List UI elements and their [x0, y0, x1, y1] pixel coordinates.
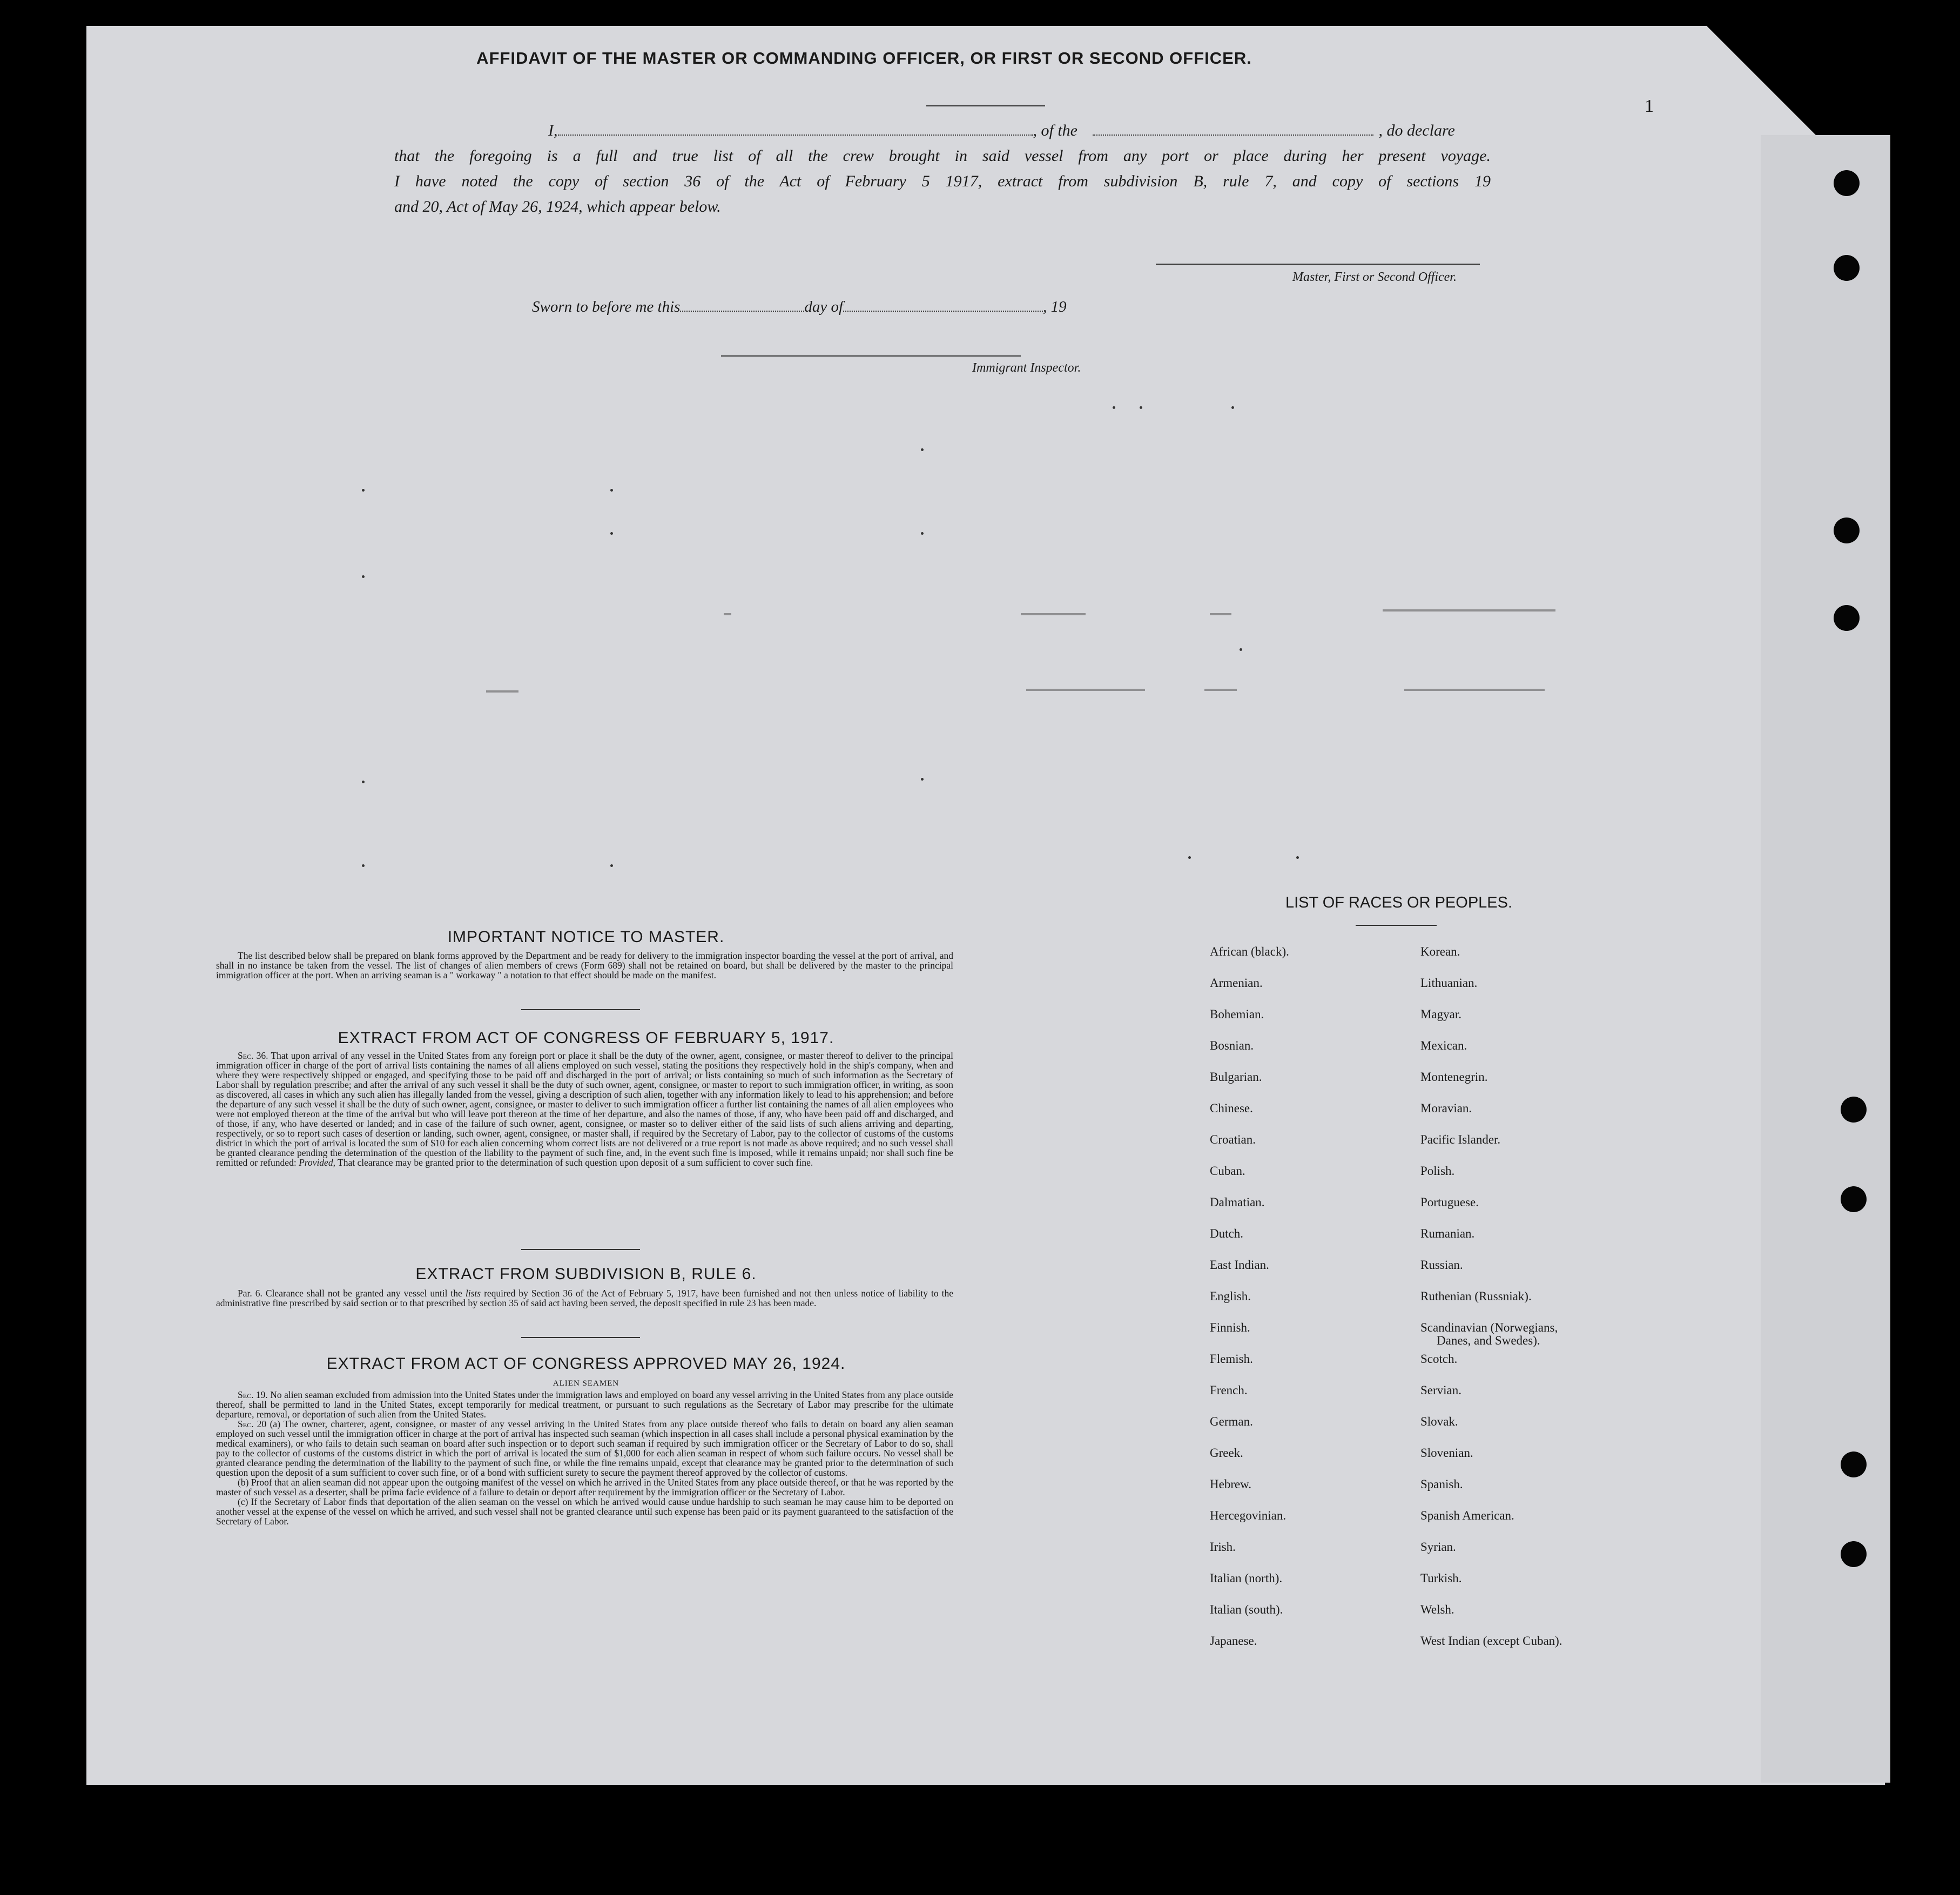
vessel-label: , of the	[1033, 122, 1077, 139]
race-item-continuation: Danes, and Swedes).	[1437, 1334, 1540, 1347]
race-item: Flemish.	[1210, 1352, 1253, 1366]
race-item: Italian (south).	[1210, 1603, 1283, 1616]
notice-title: IMPORTANT NOTICE TO MASTER.	[447, 928, 725, 946]
inspector-signature-line[interactable]	[721, 355, 1021, 357]
race-item: Spanish.	[1420, 1477, 1463, 1491]
section-19-label: Sec. 19.	[238, 1389, 268, 1400]
race-item: Bohemian.	[1210, 1007, 1264, 1021]
race-item: Welsh.	[1420, 1603, 1454, 1616]
binder-hole	[1834, 518, 1860, 543]
section-19-text	[216, 1390, 953, 1419]
binder-hole	[1834, 255, 1860, 281]
declaration-line-3: I have noted the copy of section 36 of the Act of February 5 1917, extract from subdivision B, rule 7, and copy of sections 19	[394, 172, 1491, 190]
paragraph-6-body-b: required by Section 36 of the Act of February 5, 1917, have been furnished and not then unless notice of liability to the administrative fine prescribed by said section or to that prescribed by section 35 of said act having been served, the deposit specified in rule 23 has been made.	[216, 1288, 954, 1308]
binder-hole	[1841, 1186, 1867, 1212]
section-36-body: That upon arrival of any vessel in the United States from any foreign port or place it shall be the duty of the owner, agent, consignee, or master thereof to deliver to the principal immigration officer in charge of the port of arrival lists containing the names of all aliens employed on such vessel, stating the positions they respectively hold in the ship's company, when and where they were respectively shipped or engaged, and specifying those to be paid off and discharged in the port of arrival; or lists containing so much of such information as the Secretary of Labor shall by regulation prescribe; and after the arrival of any such vessel it shall be the duty of such owner, agent, consignee, or master to report to such immigration officer, in writing, as soon as discovered, all cases in which any such alien has illegally landed from the vessel, giving a description of such alien, together with any information likely to lead to his apprehension; and before the departure of any such vessel it shall be the duty of such owner, agent, consignee, or master to deliver to such immigration officer a further list containing the names of all alien employees who were not employed thereon at the time of the arrival but who will leave port thereon at the time of her departure, and also the names of those, if any, who have been paid off and discharged, and of those, if any, who have deserted or landed; and in case of the failure of such owner, agent, consignee, or master so to deliver either of the said lists of such aliens arriving and departing, respectively, or so to report such cases of desertion or landing, such owner, agent, consignee, or master shall, if required by the Secretary of Labor, pay to the collector of customs of the customs district in which the port of arrival is located the sum of $10 for each alien concerning whom correct lists are not delivered or a true report is not made as above required; and no such vessel shall be granted clearance pending the determination of the question of the liability to the payment of such fine, and, in the event such fine is imposed, while it remains unpaid; nor shall such fine be remitted or refunded:	[216, 1050, 953, 1168]
race-item: Mexican.	[1420, 1039, 1467, 1052]
subdivision-b-body	[216, 1288, 953, 1308]
section-divider	[521, 1009, 640, 1010]
race-item: English.	[1210, 1289, 1251, 1303]
inspector-signature-label: Immigrant Inspector.	[972, 361, 1081, 375]
race-item: Russian.	[1420, 1258, 1463, 1272]
declarant-label: I,	[548, 122, 558, 139]
race-item: Servian.	[1420, 1383, 1462, 1397]
vessel-name-blank[interactable]	[1093, 135, 1373, 136]
race-item: Irish.	[1210, 1540, 1236, 1554]
extract-1924-title: EXTRACT FROM ACT OF CONGRESS APPROVED MAY 26, 1924.	[326, 1355, 846, 1373]
title-underline	[926, 105, 1045, 106]
race-item: French.	[1210, 1383, 1248, 1397]
binder-hole	[1841, 1097, 1867, 1123]
lists-word: lists	[465, 1288, 481, 1299]
paragraph-6-label: Par. 6.	[238, 1288, 262, 1299]
section-36-label: Sec. 36.	[238, 1050, 268, 1061]
race-item: Moravian.	[1420, 1101, 1472, 1115]
page-stub-strip	[1761, 135, 1890, 1783]
declaration-line-1	[394, 118, 1491, 143]
section-20b-text: (b) Proof that an alien seaman did not appear upon the outgoing manifest of the vessel on which he arrived in the United States from any place outside thereof, or that he was reported by the master of such vessel as a deserter, shall be prima facie evidence of a failure to detain or deport after requirement by the immigration officer or the Secretary of Labor.	[216, 1477, 953, 1497]
race-item: Finnish.	[1210, 1321, 1250, 1334]
race-item: African (black).	[1210, 945, 1289, 958]
extract-1917-body	[216, 1051, 953, 1167]
extract-1924-body	[216, 1390, 953, 1526]
race-item: Syrian.	[1420, 1540, 1456, 1554]
race-item: Cuban.	[1210, 1164, 1245, 1178]
master-signature-line[interactable]	[1156, 264, 1480, 265]
race-item: Dutch.	[1210, 1227, 1243, 1240]
corner-mark: 1	[1645, 96, 1654, 116]
race-item: Lithuanian.	[1420, 976, 1478, 990]
section-20c-text: (c) If the Secretary of Labor finds that deportation of the alien seaman on the vessel on which he arrived would cause undue hardship to such seaman he may cause him to be deported on another vessel at the expense of the vessel on which he arrived, and such vessel shall not be granted clearance until such expense has been paid or its payment guaranteed to the satisfaction of the Secretary of Labor.	[216, 1496, 953, 1527]
race-item: Pacific Islander.	[1420, 1133, 1501, 1146]
race-item: Scandinavian (Norwegians,	[1420, 1321, 1558, 1334]
subdivision-b-title: EXTRACT FROM SUBDIVISION B, RULE 6.	[415, 1265, 757, 1283]
section-20a-body: (a) The owner, charterer, agent, consignee, or master of any vessel arriving in the United States from any place outside thereof who fails to detain on board any alien seaman employed on such vessel until the immigration officer in charge at the port of arrival has inspected such seaman (which inspection in all cases shall include a personal physical examination by the medical examiners), or who fails to detain such seaman on board after such inspection or to deport such seaman if required by such immigration officer or the Secretary of Labor to do so, shall pay to the collector of customs of the customs district in which the port of arrival is located the sum of $1,000 for each alien seaman in respect of whom such failure occurs. No vessel shall be granted clearance pending the determination of the liability to the payment of such fine, or while the fine remains unpaid, except that clearance may be granted prior to the determination of such question upon the deposit of a sum sufficient to cover such fine, or of a bond with sufficient surety to secure the payment thereof approved by the collector of customs.	[216, 1419, 953, 1478]
races-title: LIST OF RACES OR PEOPLES.	[1285, 894, 1513, 911]
race-item: West Indian (except Cuban).	[1420, 1634, 1562, 1648]
race-item: Polish.	[1420, 1164, 1455, 1178]
section-19-body: No alien seaman excluded from admission into the United States under the immigration laws and employed on board any vessel arriving in the United States from any place outside thereof, shall be permitted to land in the United States, except temporarily for medical treatment, or pursuant to such regulations as the Secretary of Labor may prescribe for the ultimate departure, removal, or deportation of such alien from the United States.	[216, 1389, 953, 1420]
notice-text: The list described below shall be prepared on blank forms approved by the Department and be ready for delivery to the immigration inspector boarding the vessel at the port of arrival, and shall in no instance be taken from the vessel. The list of changes of alien members of crews (Form 689) shall not be retained on board, but shall be delivered by the master to the principal immigration officer at the port. When an arriving seaman is a " workaway " a notation to that effect should be made on the manifest.	[216, 950, 953, 980]
section-divider	[521, 1337, 640, 1338]
affidavit-title: AFFIDAVIT OF THE MASTER OR COMMANDING OFFICER, OR FIRST OR SECOND OFFICER.	[476, 49, 1252, 68]
race-item: Croatian.	[1210, 1133, 1256, 1146]
declarant-name-blank[interactable]	[558, 135, 1033, 136]
race-item: Slovenian.	[1420, 1446, 1473, 1460]
section-20-label: Sec. 20	[238, 1419, 267, 1429]
binder-hole	[1841, 1541, 1867, 1567]
affidavit-declaration	[394, 118, 1491, 219]
race-item: Hercegovinian.	[1210, 1509, 1287, 1522]
race-item: Montenegrin.	[1420, 1070, 1488, 1084]
binder-hole	[1834, 605, 1860, 631]
race-item: East Indian.	[1210, 1258, 1269, 1272]
section-36-text	[216, 1051, 953, 1167]
paragraph-6-text	[216, 1288, 953, 1308]
race-item: Korean.	[1420, 945, 1460, 958]
race-item: Turkish.	[1420, 1571, 1462, 1585]
race-item: Dalmatian.	[1210, 1195, 1265, 1209]
race-item: Scotch.	[1420, 1352, 1458, 1366]
binder-hole	[1834, 170, 1860, 196]
section-divider	[521, 1249, 640, 1250]
sworn-prefix: Sworn to before me this	[532, 298, 681, 315]
section-20a-text	[216, 1419, 953, 1477]
sworn-year: , 19	[1043, 298, 1067, 315]
alien-seamen-subtitle: ALIEN SEAMEN	[553, 1379, 619, 1388]
race-item: Italian (north).	[1210, 1571, 1283, 1585]
sworn-month-blank[interactable]	[843, 311, 1043, 312]
provided-word: Provided,	[299, 1157, 335, 1168]
race-item: Magyar.	[1420, 1007, 1462, 1021]
sworn-statement	[532, 298, 1067, 316]
notice-body	[216, 951, 953, 980]
race-item: Hebrew.	[1210, 1477, 1252, 1491]
binder-hole	[1841, 1452, 1867, 1477]
race-item: Portuguese.	[1420, 1195, 1479, 1209]
race-item: Greek.	[1210, 1446, 1243, 1460]
master-signature-label: Master, First or Second Officer.	[1292, 270, 1457, 284]
declare-label: , do declare	[1378, 122, 1455, 139]
declaration-line-2: that the foregoing is a full and true list of all the crew brought in said vessel from any port or place during her present voyage.	[394, 147, 1491, 165]
race-item: Japanese.	[1210, 1634, 1257, 1648]
sworn-day-of: day of	[804, 298, 844, 315]
race-item: German.	[1210, 1415, 1253, 1428]
declaration-line-4: and 20, Act of May 26, 1924, which appear below.	[394, 198, 721, 216]
sworn-day-blank[interactable]	[680, 311, 804, 312]
extract-1917-title: EXTRACT FROM ACT OF CONGRESS OF FEBRUARY 5, 1917.	[338, 1029, 834, 1047]
race-item: Spanish American.	[1420, 1509, 1514, 1522]
section-36-proviso: That clearance may be granted prior to the determination of such question upon deposit of a sum sufficient to cover such fine.	[338, 1157, 813, 1168]
race-item: Chinese.	[1210, 1101, 1253, 1115]
race-item: Bulgarian.	[1210, 1070, 1262, 1084]
paragraph-6-body-a: Clearance shall not be granted any vessel until the	[265, 1288, 462, 1299]
race-item: Ruthenian (Russniak).	[1420, 1289, 1532, 1303]
races-title-underline	[1356, 925, 1437, 926]
race-item: Armenian.	[1210, 976, 1263, 990]
race-item: Slovak.	[1420, 1415, 1458, 1428]
race-item: Bosnian.	[1210, 1039, 1254, 1052]
race-item: Rumanian.	[1420, 1227, 1475, 1240]
